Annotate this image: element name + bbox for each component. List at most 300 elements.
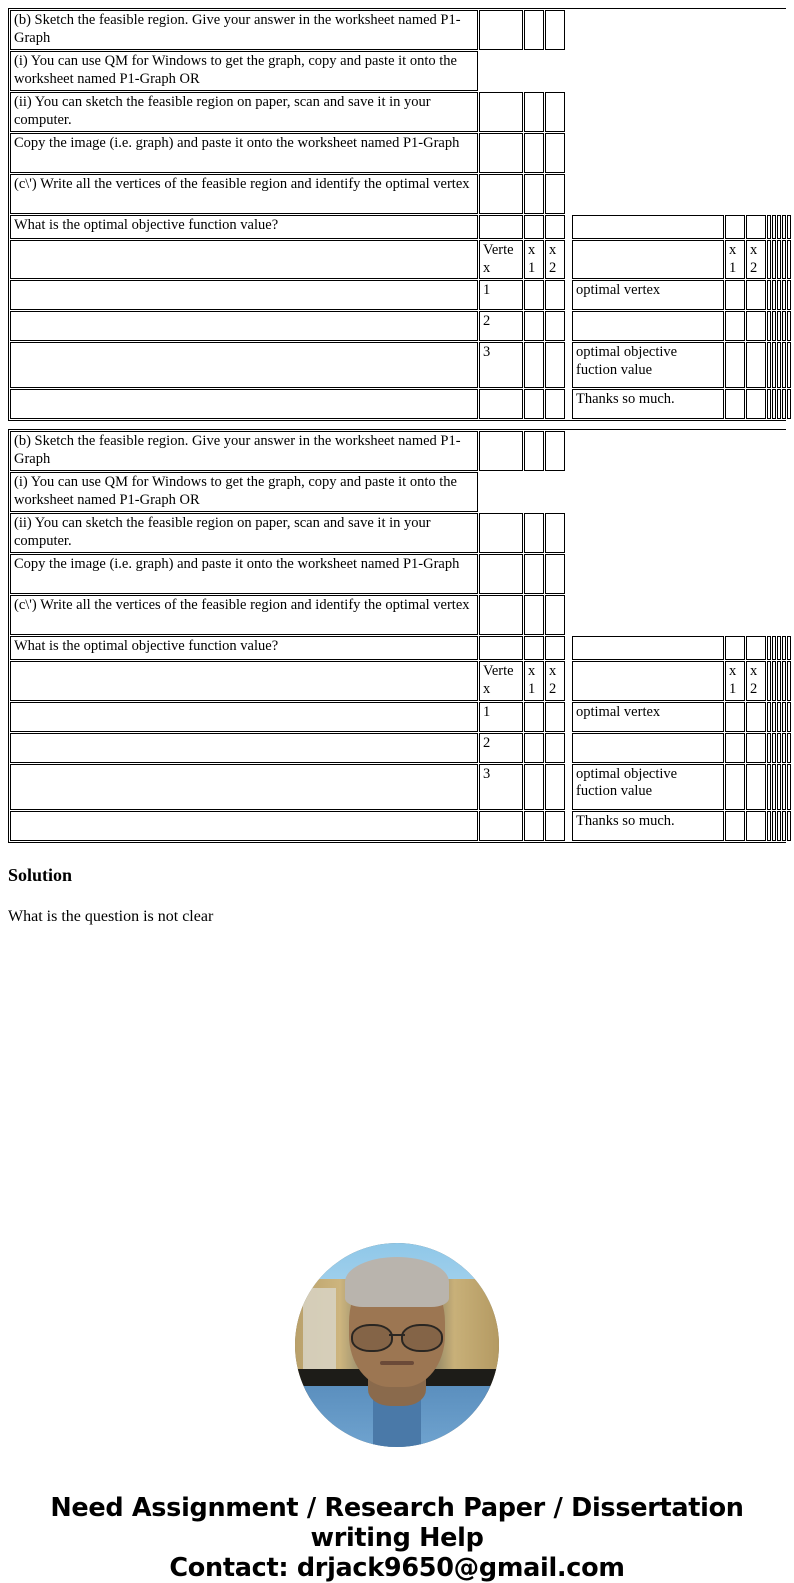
table-row[interactable]	[10, 240, 791, 279]
table-row[interactable]	[10, 174, 791, 214]
cell-thin-4[interactable]	[782, 595, 786, 635]
cell-main[interactable]	[10, 311, 478, 341]
cell-thin-4[interactable]	[782, 554, 786, 594]
cell-x1-left[interactable]	[524, 733, 544, 763]
cell-vertex[interactable]	[479, 595, 523, 635]
cell-thin-2[interactable]	[772, 733, 776, 763]
table-row[interactable]	[10, 733, 791, 763]
table-row[interactable]	[10, 472, 791, 512]
cell-thin-3[interactable]	[777, 92, 781, 132]
cell-x1-right[interactable]	[725, 513, 745, 553]
cell-note[interactable]: optimal vertex	[572, 702, 724, 732]
cell-thin-4[interactable]	[782, 133, 786, 173]
cell-thin-1[interactable]	[767, 389, 771, 419]
cell-x1-left[interactable]	[524, 702, 544, 732]
cell-thin-4[interactable]	[782, 472, 786, 512]
cell-x1-right[interactable]	[725, 92, 745, 132]
table-row[interactable]	[10, 595, 791, 635]
cell-vertex[interactable]	[479, 554, 523, 594]
cell-thin-4[interactable]	[782, 389, 786, 419]
cell-x1-right[interactable]	[725, 733, 745, 763]
cell-main[interactable]: (b) Sketch the feasible region. Give your answer in the worksheet named P1-Graph	[10, 10, 478, 50]
cell-thin-2[interactable]	[772, 764, 776, 810]
cell-note[interactable]: optimal objective fuction value	[572, 342, 724, 388]
cell-x1-right[interactable]	[725, 554, 745, 594]
cell-main[interactable]: (c\') Write all the vertices of the feasible region and identify the optimal vertex	[10, 174, 478, 214]
cell-thin-5[interactable]	[787, 389, 791, 419]
cell-main[interactable]: (ii) You can sketch the feasible region on paper, scan and save it in your computer.	[10, 92, 478, 132]
cell-thin-5[interactable]	[787, 311, 791, 341]
cell-thin-4[interactable]	[782, 174, 786, 214]
cell-thin-1[interactable]	[767, 636, 771, 660]
cell-vertex[interactable]: 3	[479, 764, 523, 810]
cell-thin-5[interactable]	[787, 554, 791, 594]
cell-thin-1[interactable]	[767, 472, 771, 512]
cell-note[interactable]	[572, 240, 724, 279]
cell-thin-3[interactable]	[777, 10, 781, 50]
cell-main[interactable]: What is the optimal objective function value?	[10, 636, 478, 660]
avatar-container	[0, 1243, 794, 1447]
cell-thin-3[interactable]	[777, 811, 781, 841]
cell-x1-left[interactable]	[524, 389, 544, 419]
cell-x1-right[interactable]	[725, 10, 745, 50]
cell-thin-3[interactable]	[777, 702, 781, 732]
cell-thin-2[interactable]	[772, 215, 776, 239]
cell-thin-1[interactable]	[767, 240, 771, 279]
table-row[interactable]	[10, 389, 791, 419]
cell-x1-right[interactable]	[725, 702, 745, 732]
cell-thin-2[interactable]	[772, 92, 776, 132]
solution-body-text: What is the question is not clear	[8, 907, 214, 925]
cell-thin-2[interactable]	[772, 10, 776, 50]
cell-thin-5[interactable]	[787, 764, 791, 810]
cell-vertex[interactable]: 1	[479, 280, 523, 310]
cell-x2-left[interactable]	[545, 342, 565, 388]
cell-vertex[interactable]	[479, 174, 523, 214]
cell-x1-left[interactable]: x1	[524, 661, 544, 700]
cell-thin-5[interactable]	[787, 92, 791, 132]
cell-thin-2[interactable]	[772, 389, 776, 419]
cell-vertex[interactable]	[479, 133, 523, 173]
cell-thin-3[interactable]	[777, 472, 781, 512]
cell-thin-2[interactable]	[772, 342, 776, 388]
cell-thin-1[interactable]	[767, 733, 771, 763]
table-row[interactable]	[10, 280, 791, 310]
cell-thin-4[interactable]	[782, 636, 786, 660]
cell-x2-left[interactable]	[545, 280, 565, 310]
cell-thin-5[interactable]	[787, 595, 791, 635]
cell-thin-1[interactable]	[767, 595, 771, 635]
cell-thin-3[interactable]	[777, 174, 781, 214]
cell-thin-5[interactable]	[787, 733, 791, 763]
table-row[interactable]	[10, 636, 791, 660]
cell-x2-right[interactable]	[746, 215, 766, 239]
cell-note[interactable]	[572, 472, 724, 512]
cell-thin-1[interactable]	[767, 280, 771, 310]
cell-x1-left[interactable]: x1	[524, 240, 544, 279]
cell-x1-right[interactable]	[725, 51, 745, 91]
cell-x2-right[interactable]: x2	[746, 661, 766, 700]
cell-x2-left[interactable]: x2	[545, 661, 565, 700]
cell-x2-left[interactable]	[545, 636, 565, 660]
cell-note[interactable]: Thanks so much.	[572, 389, 724, 419]
cell-thin-1[interactable]	[767, 661, 771, 700]
cell-x2-left[interactable]	[545, 431, 565, 471]
cell-x1-left[interactable]	[524, 636, 544, 660]
cell-x2-left[interactable]	[545, 174, 565, 214]
cell-vertex[interactable]: 2	[479, 733, 523, 763]
table-row[interactable]	[10, 215, 791, 239]
table-row[interactable]	[10, 342, 791, 388]
cell-x1-left[interactable]	[524, 764, 544, 810]
cell-x1-right[interactable]	[725, 636, 745, 660]
cell-x1-left[interactable]	[524, 215, 544, 239]
cell-x2-right[interactable]: x2	[746, 240, 766, 279]
cell-thin-4[interactable]	[782, 51, 786, 91]
cell-x1-left[interactable]	[524, 472, 544, 512]
cell-x1-right[interactable]	[725, 595, 745, 635]
cell-thin-4[interactable]	[782, 513, 786, 553]
cell-note[interactable]	[572, 51, 724, 91]
cell-x1-right[interactable]	[725, 133, 745, 173]
cell-x1-right[interactable]	[725, 431, 745, 471]
cell-x1-left[interactable]	[524, 92, 544, 132]
table-row[interactable]	[10, 811, 791, 841]
cell-thin-3[interactable]	[777, 595, 781, 635]
table-row[interactable]	[10, 661, 791, 700]
cell-thin-2[interactable]	[772, 174, 776, 214]
cell-x2-left[interactable]	[545, 595, 565, 635]
cell-thin-3[interactable]	[777, 636, 781, 660]
cell-thin-1[interactable]	[767, 554, 771, 594]
cell-x1-left[interactable]	[524, 554, 544, 594]
cell-note[interactable]	[572, 733, 724, 763]
cell-main[interactable]	[10, 733, 478, 763]
cell-thin-1[interactable]	[767, 174, 771, 214]
cell-thin-3[interactable]	[777, 733, 781, 763]
cell-thin-5[interactable]	[787, 661, 791, 700]
cell-vertex[interactable]	[479, 472, 523, 512]
cell-x2-left[interactable]	[545, 764, 565, 810]
cell-thin-2[interactable]	[772, 51, 776, 91]
cell-thin-5[interactable]	[787, 342, 791, 388]
cell-x1-right[interactable]	[725, 764, 745, 810]
cell-thin-3[interactable]	[777, 764, 781, 810]
cell-thin-2[interactable]	[772, 595, 776, 635]
table-row[interactable]	[10, 51, 791, 91]
cell-x2-left[interactable]	[545, 92, 565, 132]
cell-x2-right[interactable]	[746, 702, 766, 732]
cell-x2-left[interactable]	[545, 10, 565, 50]
cell-x2-left[interactable]	[545, 472, 565, 512]
cell-x2-right[interactable]	[746, 764, 766, 810]
cell-note[interactable]	[572, 215, 724, 239]
cell-thin-5[interactable]	[787, 513, 791, 553]
cell-thin-4[interactable]	[782, 702, 786, 732]
cell-main[interactable]	[10, 764, 478, 810]
cell-x2-left[interactable]: x2	[545, 240, 565, 279]
cell-thin-3[interactable]	[777, 431, 781, 471]
cell-thin-2[interactable]	[772, 472, 776, 512]
cell-x1-right[interactable]	[725, 280, 745, 310]
cell-gap	[566, 554, 571, 594]
cell-note[interactable]	[572, 636, 724, 660]
cell-thin-5[interactable]	[787, 10, 791, 50]
cell-note[interactable]	[572, 174, 724, 214]
cell-thin-5[interactable]	[787, 174, 791, 214]
cell-main[interactable]: (ii) You can sketch the feasible region on paper, scan and save it in your computer.	[10, 513, 478, 553]
cell-gap	[566, 240, 571, 279]
cell-thin-4[interactable]	[782, 240, 786, 279]
table-row[interactable]	[10, 133, 791, 173]
cell-x2-left[interactable]	[545, 311, 565, 341]
cell-thin-3[interactable]	[777, 311, 781, 341]
cell-x2-right[interactable]	[746, 133, 766, 173]
cell-x2-left[interactable]	[545, 554, 565, 594]
cell-x1-left[interactable]	[524, 595, 544, 635]
cell-main[interactable]: Copy the image (i.e. graph) and paste it onto the worksheet named P1-Graph	[10, 133, 478, 173]
cell-note[interactable]	[572, 431, 724, 471]
cell-thin-3[interactable]	[777, 280, 781, 310]
cell-x2-left[interactable]	[545, 811, 565, 841]
cell-thin-4[interactable]	[782, 733, 786, 763]
cell-x2-right[interactable]	[746, 431, 766, 471]
cell-x2-left[interactable]	[545, 733, 565, 763]
cell-thin-3[interactable]	[777, 661, 781, 700]
cell-thin-5[interactable]	[787, 811, 791, 841]
cell-vertex[interactable]	[479, 51, 523, 91]
cell-x2-right[interactable]	[746, 10, 766, 50]
cell-x2-right[interactable]	[746, 280, 766, 310]
cell-vertex[interactable]: 1	[479, 702, 523, 732]
cell-vertex[interactable]	[479, 10, 523, 50]
cell-vertex[interactable]	[479, 513, 523, 553]
glasses-icon	[349, 1324, 445, 1350]
cell-thin-5[interactable]	[787, 215, 791, 239]
cell-thin-4[interactable]	[782, 811, 786, 841]
cell-thin-5[interactable]	[787, 636, 791, 660]
cell-thin-4[interactable]	[782, 431, 786, 471]
cell-main[interactable]: What is the optimal objective function value?	[10, 215, 478, 239]
cell-thin-1[interactable]	[767, 811, 771, 841]
cell-thin-1[interactable]	[767, 51, 771, 91]
promo-line-1: Need Assignment / Research Paper / Dissertation	[50, 1492, 744, 1523]
cell-thin-4[interactable]	[782, 342, 786, 388]
cell-vertex[interactable]: Vertex	[479, 240, 523, 279]
cell-thin-4[interactable]	[782, 280, 786, 310]
cell-x1-right[interactable]	[725, 174, 745, 214]
cell-thin-1[interactable]	[767, 215, 771, 239]
cell-thin-1[interactable]	[767, 513, 771, 553]
cell-note[interactable]	[572, 554, 724, 594]
cell-thin-2[interactable]	[772, 240, 776, 279]
cell-x1-right[interactable]: x1	[725, 240, 745, 279]
cell-x1-right[interactable]: x1	[725, 661, 745, 700]
cell-vertex[interactable]	[479, 431, 523, 471]
cell-thin-5[interactable]	[787, 431, 791, 471]
cell-x2-right[interactable]	[746, 513, 766, 553]
cell-thin-3[interactable]	[777, 513, 781, 553]
table-row[interactable]	[10, 311, 791, 341]
cell-thin-5[interactable]	[787, 240, 791, 279]
cell-x2-right[interactable]	[746, 636, 766, 660]
table-row[interactable]	[10, 702, 791, 732]
cell-thin-4[interactable]	[782, 92, 786, 132]
cell-main[interactable]: (b) Sketch the feasible region. Give your answer in the worksheet named P1-Graph	[10, 431, 478, 471]
cell-x2-right[interactable]	[746, 174, 766, 214]
cell-main[interactable]	[10, 342, 478, 388]
cell-x1-left[interactable]	[524, 311, 544, 341]
cell-x1-left[interactable]	[524, 10, 544, 50]
cell-x1-left[interactable]	[524, 133, 544, 173]
cell-x2-left[interactable]	[545, 133, 565, 173]
cell-x1-left[interactable]	[524, 280, 544, 310]
table-row[interactable]	[10, 10, 791, 50]
cell-x1-right[interactable]	[725, 311, 745, 341]
cell-note[interactable]	[572, 595, 724, 635]
cell-thin-2[interactable]	[772, 661, 776, 700]
cell-x2-right[interactable]	[746, 342, 766, 388]
cell-x1-left[interactable]	[524, 811, 544, 841]
cell-gap	[566, 174, 571, 214]
cell-x1-left[interactable]	[524, 174, 544, 214]
cell-x1-right[interactable]	[725, 472, 745, 512]
table-row[interactable]	[10, 764, 791, 810]
cell-gap	[566, 733, 571, 763]
cell-main[interactable]	[10, 389, 478, 419]
avatar	[295, 1243, 499, 1447]
cell-main[interactable]: (i) You can use QM for Windows to get the graph, copy and paste it onto the worksheet named P1-Graph OR	[10, 51, 478, 91]
cell-thin-2[interactable]	[772, 280, 776, 310]
cell-thin-2[interactable]	[772, 554, 776, 594]
cell-x2-right[interactable]	[746, 811, 766, 841]
cell-note[interactable]	[572, 661, 724, 700]
cell-thin-2[interactable]	[772, 702, 776, 732]
cell-thin-4[interactable]	[782, 215, 786, 239]
cell-thin-2[interactable]	[772, 311, 776, 341]
cell-x2-right[interactable]	[746, 389, 766, 419]
cell-note[interactable]: optimal vertex	[572, 280, 724, 310]
table-row[interactable]	[10, 513, 791, 553]
cell-main[interactable]	[10, 702, 478, 732]
cell-thin-5[interactable]	[787, 702, 791, 732]
cell-x2-right[interactable]	[746, 472, 766, 512]
cell-vertex[interactable]	[479, 92, 523, 132]
cell-thin-3[interactable]	[777, 389, 781, 419]
cell-x2-right[interactable]	[746, 92, 766, 132]
cell-thin-3[interactable]	[777, 215, 781, 239]
cell-thin-2[interactable]	[772, 636, 776, 660]
cell-x2-right[interactable]	[746, 554, 766, 594]
cell-main[interactable]	[10, 240, 478, 279]
cell-x2-left[interactable]	[545, 215, 565, 239]
cell-x1-left[interactable]	[524, 342, 544, 388]
cell-x2-right[interactable]	[746, 595, 766, 635]
cell-thin-5[interactable]	[787, 472, 791, 512]
cell-x1-right[interactable]	[725, 811, 745, 841]
cell-thin-1[interactable]	[767, 133, 771, 173]
worksheet-table	[9, 9, 792, 420]
cell-vertex[interactable]	[479, 215, 523, 239]
cell-main[interactable]: (c\') Write all the vertices of the feasible region and identify the optimal vertex	[10, 595, 478, 635]
cell-thin-1[interactable]	[767, 431, 771, 471]
cell-vertex[interactable]	[479, 636, 523, 660]
cell-gap	[566, 636, 571, 660]
cell-x2-left[interactable]	[545, 389, 565, 419]
cell-thin-4[interactable]	[782, 10, 786, 50]
promo-line-3: Contact: drjack9650@gmail.com	[169, 1552, 625, 1583]
table-row[interactable]	[10, 92, 791, 132]
table-row[interactable]	[10, 431, 791, 471]
cell-x1-right[interactable]	[725, 215, 745, 239]
cell-thin-5[interactable]	[787, 280, 791, 310]
cell-note[interactable]	[572, 513, 724, 553]
cell-thin-2[interactable]	[772, 513, 776, 553]
cell-note[interactable]	[572, 92, 724, 132]
cell-x1-right[interactable]	[725, 342, 745, 388]
cell-thin-1[interactable]	[767, 702, 771, 732]
cell-main[interactable]	[10, 280, 478, 310]
cell-x2-right[interactable]	[746, 51, 766, 91]
cell-thin-2[interactable]	[772, 811, 776, 841]
cell-vertex[interactable]: Vertex	[479, 661, 523, 700]
cell-thin-3[interactable]	[777, 342, 781, 388]
cell-x2-left[interactable]	[545, 702, 565, 732]
cell-x1-left[interactable]	[524, 431, 544, 471]
cell-x2-left[interactable]	[545, 513, 565, 553]
cell-thin-2[interactable]	[772, 431, 776, 471]
cell-x1-left[interactable]	[524, 513, 544, 553]
cell-x2-left[interactable]	[545, 51, 565, 91]
cell-thin-1[interactable]	[767, 92, 771, 132]
cell-thin-3[interactable]	[777, 554, 781, 594]
cell-note[interactable]	[572, 10, 724, 50]
cell-thin-1[interactable]	[767, 10, 771, 50]
cell-thin-3[interactable]	[777, 240, 781, 279]
cell-thin-2[interactable]	[772, 133, 776, 173]
cell-vertex[interactable]	[479, 811, 523, 841]
cell-thin-3[interactable]	[777, 51, 781, 91]
cell-thin-3[interactable]	[777, 133, 781, 173]
table-row[interactable]	[10, 554, 791, 594]
cell-vertex[interactable]: 2	[479, 311, 523, 341]
cell-thin-4[interactable]	[782, 764, 786, 810]
cell-gap	[566, 10, 571, 50]
cell-note[interactable]	[572, 133, 724, 173]
cell-note[interactable]: optimal objective fuction value	[572, 764, 724, 810]
cell-main[interactable]: Copy the image (i.e. graph) and paste it onto the worksheet named P1-Graph	[10, 554, 478, 594]
cell-x2-right[interactable]	[746, 311, 766, 341]
cell-vertex[interactable]: 3	[479, 342, 523, 388]
cell-x1-right[interactable]	[725, 389, 745, 419]
cell-thin-1[interactable]	[767, 342, 771, 388]
cell-x2-right[interactable]	[746, 733, 766, 763]
cell-note[interactable]	[572, 311, 724, 341]
cell-thin-1[interactable]	[767, 764, 771, 810]
cell-main[interactable]	[10, 811, 478, 841]
cell-vertex[interactable]	[479, 389, 523, 419]
cell-x1-left[interactable]	[524, 51, 544, 91]
cell-thin-1[interactable]	[767, 311, 771, 341]
cell-thin-5[interactable]	[787, 51, 791, 91]
cell-thin-5[interactable]	[787, 133, 791, 173]
cell-thin-4[interactable]	[782, 661, 786, 700]
avatar-hair	[345, 1257, 449, 1307]
cell-note[interactable]: Thanks so much.	[572, 811, 724, 841]
cell-main[interactable]: (i) You can use QM for Windows to get the graph, copy and paste it onto the worksheet named P1-Graph OR	[10, 472, 478, 512]
cell-main[interactable]	[10, 661, 478, 700]
cell-thin-4[interactable]	[782, 311, 786, 341]
